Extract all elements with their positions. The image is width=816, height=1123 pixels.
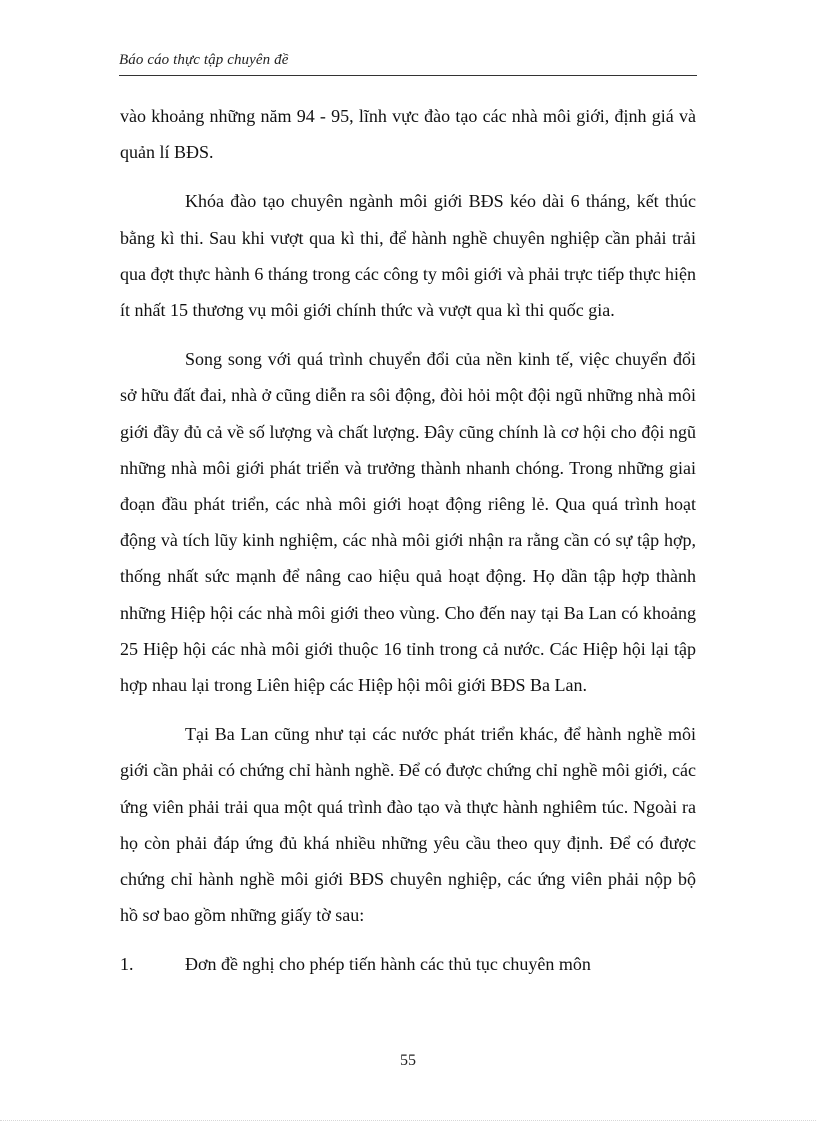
paragraph-gap (120, 933, 696, 946)
list-item-text: Đơn đề nghị cho phép tiến hành các thủ tục chuyên môn (185, 954, 591, 975)
page-header (119, 50, 697, 78)
paragraph-gap (120, 328, 696, 341)
list-item-number: 1. (120, 954, 134, 975)
numbered-list-item (120, 946, 696, 982)
paragraph: Khóa đào tạo chuyên ngành môi giới BĐS kéo dài 6 tháng, kết thúc bằng kì thi. Sau khi vượt qua kì thi, để hành nghề chuyên nghiệp cần phải trải qua đợt thực hành 6 tháng trong các công ty môi giới và phải trực tiếp thực hiện ít nhất 15 thương vụ môi giới chính thức và vượt qua kì thi quốc gia. (120, 191, 696, 321)
paragraph-gap (120, 170, 696, 183)
paragraph-gap (120, 703, 696, 716)
paragraph: vào khoảng những năm 94 - 95, lĩnh vực đào tạo các nhà môi giới, định giá và quản lí BĐS. (120, 106, 696, 163)
paragraph: Song song với quá trình chuyển đổi của nền kinh tế, việc chuyển đổi sở hữu đất đai, nhà ở cũng diễn ra sôi động, đòi hỏi một đội ngũ những nhà môi giới đầy đủ cả về số lượng và chất lượng. Đây cũng chính là cơ hội cho đội ngũ những nhà môi giới phát triển và trưởng thành nhanh chóng. Trong những giai đoạn đầu phát triển, các nhà môi giới hoạt động riêng lẻ. Qua quá trình hoạt động và tích lũy kinh nghiệm, các nhà môi giới nhận ra rằng cần có sự tập hợp, thống nhất sức mạnh để nâng cao hiệu quả hoạt động. Họ dần tập hợp thành những Hiệp hội các nhà môi giới theo vùng. Cho đến nay tại Ba Lan có khoảng 25 Hiệp hội các nhà môi giới thuộc 16 tỉnh trong cả nước. Các Hiệp hội lại tập hợp nhau lại trong Liên hiệp các Hiệp hội môi giới BĐS Ba Lan. (120, 349, 696, 696)
header-rule (119, 75, 697, 76)
document-body (120, 98, 696, 983)
page-bottom-border (0, 1120, 816, 1121)
paragraph: Tại Ba Lan cũng như tại các nước phát triển khác, để hành nghề môi giới cần phải có chứng chỉ hành nghề. Để có được chứng chỉ nghề môi giới, các ứng viên phải trải qua một quá trình đào tạo và thực hành nghiêm túc. Ngoài ra họ còn phải đáp ứng đủ khá nhiều những yêu cầu theo quy định. Để có được chứng chỉ hành nghề môi giới BĐS chuyên nghiệp, các ứng viên phải nộp bộ hồ sơ bao gồm những giấy tờ sau: (120, 724, 696, 926)
header-title: Báo cáo thực tập chuyên đề (119, 52, 289, 68)
page-number: 55 (400, 1052, 416, 1069)
